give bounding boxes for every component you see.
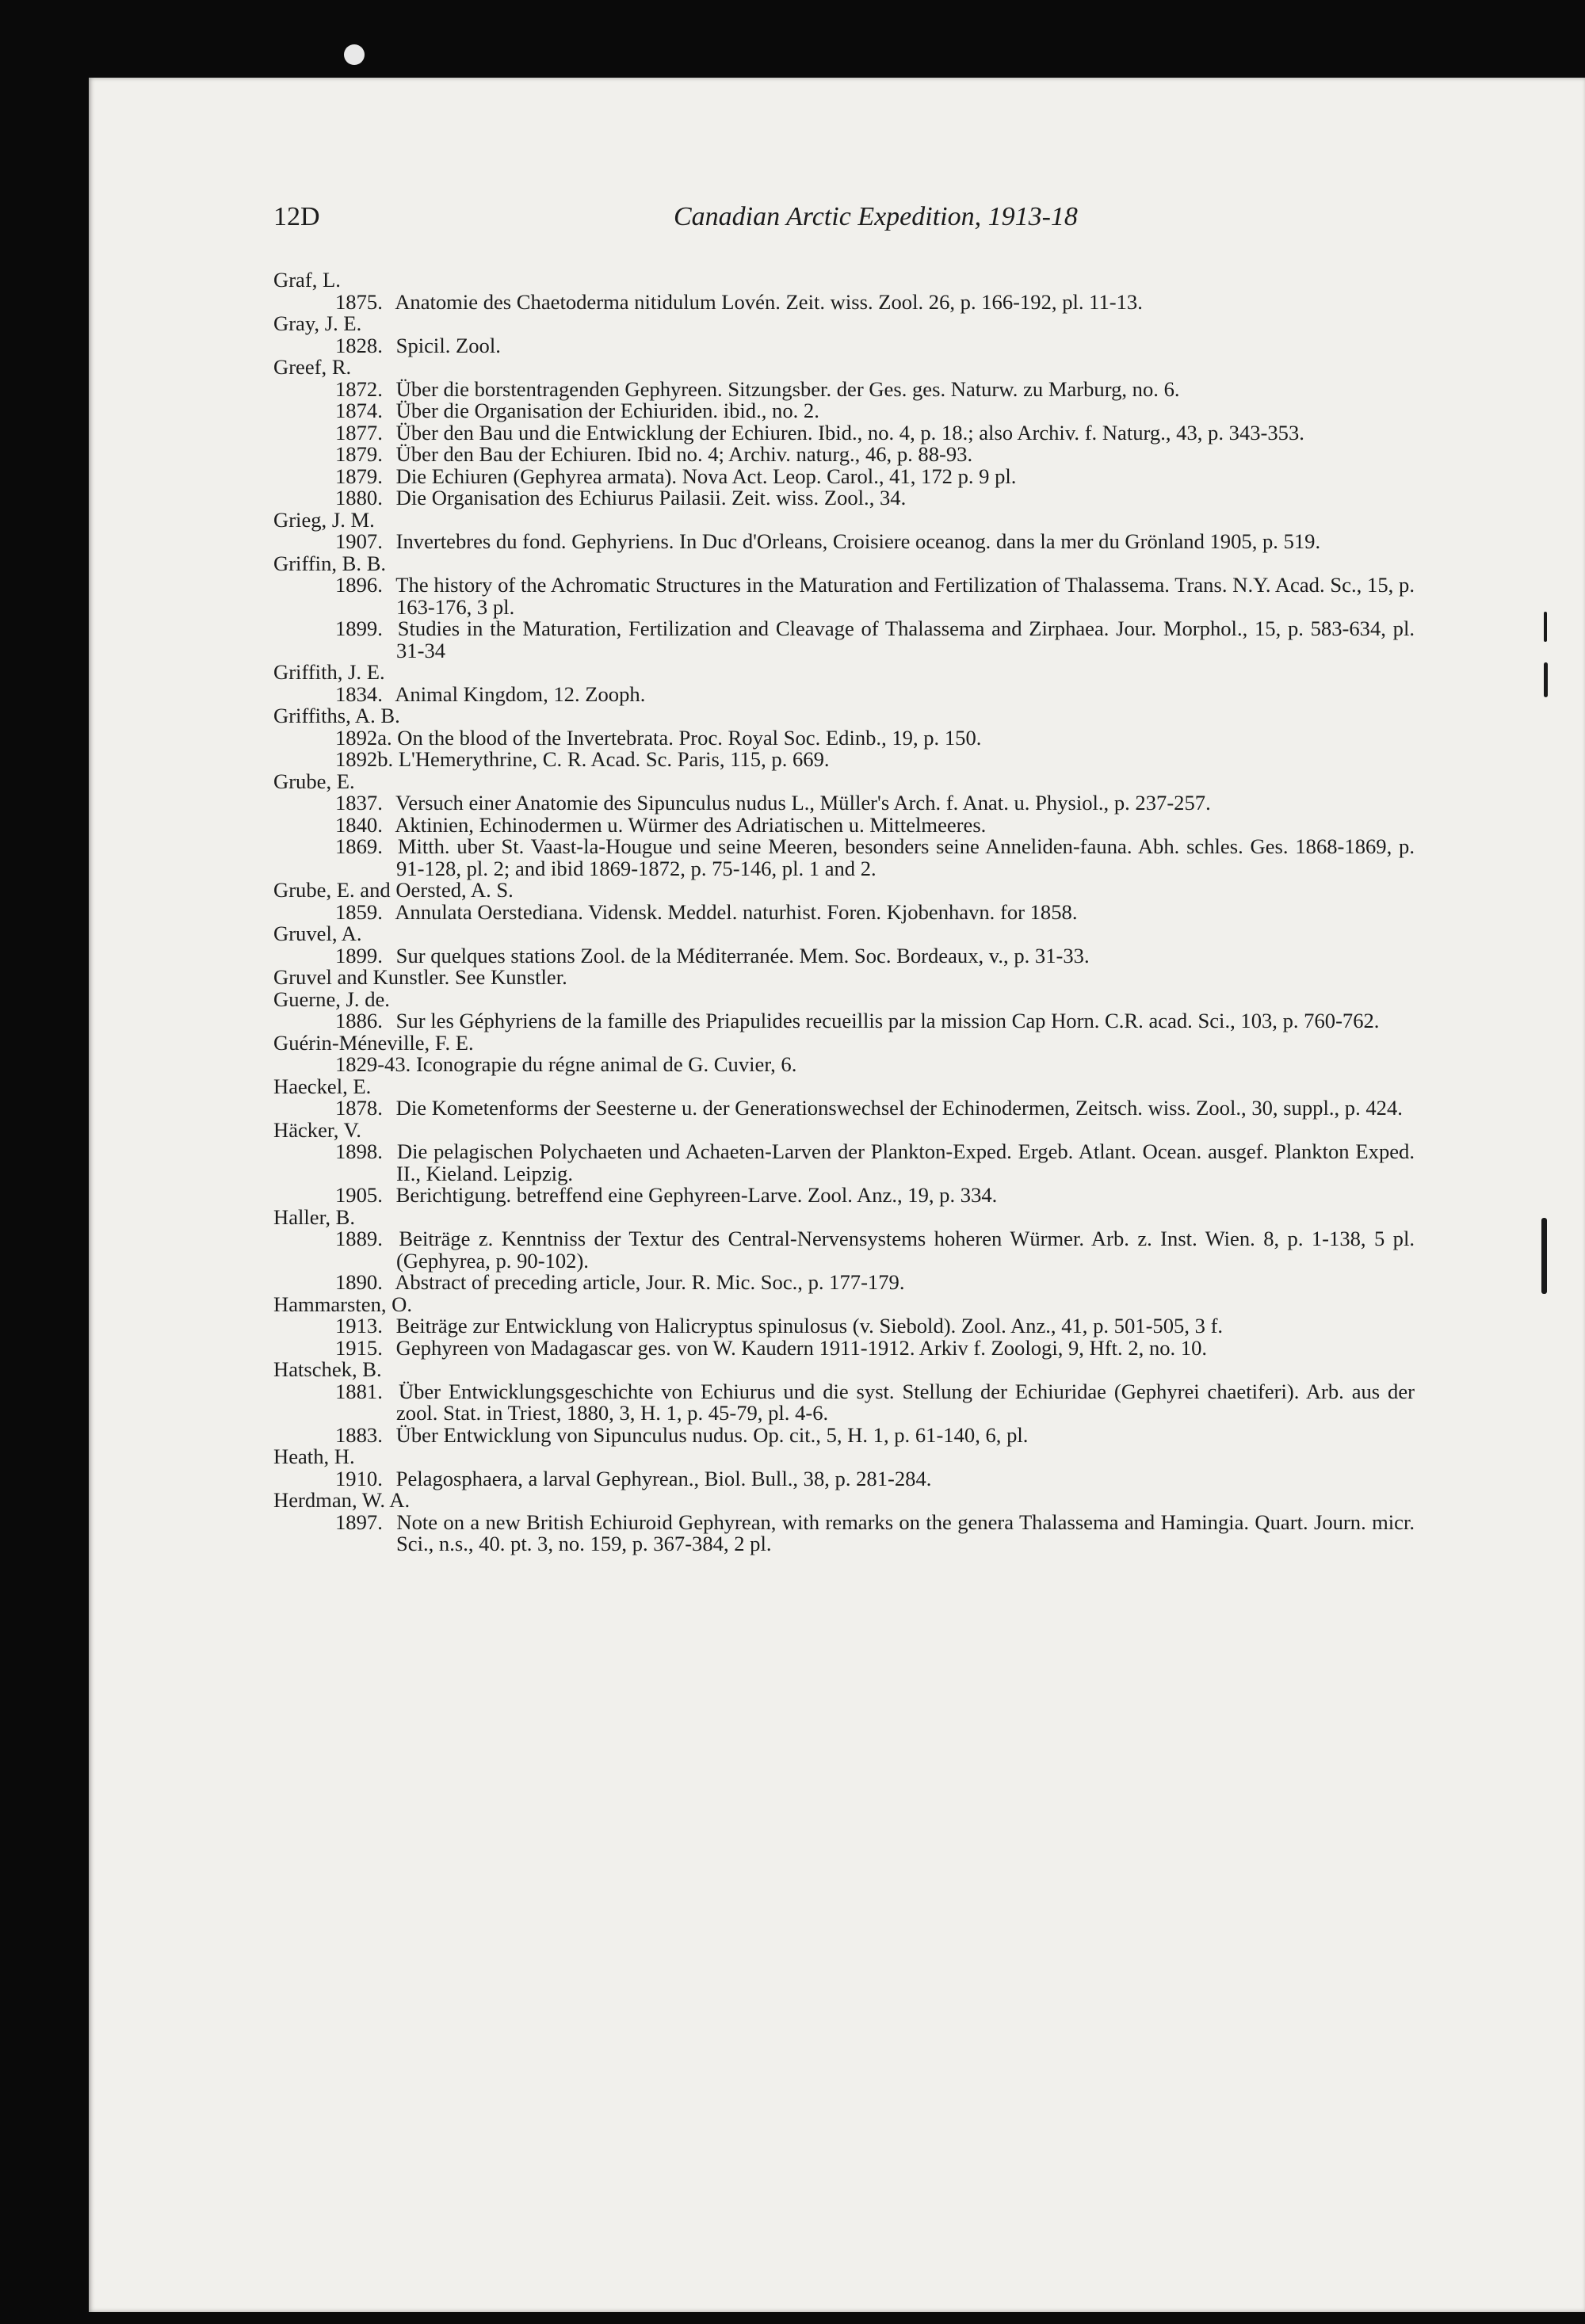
entry-citation: Die Organisation des Echiurus Pailasii. Zeit. wiss. Zool., 34. [395, 486, 907, 509]
author-name: Gray, J. E. [273, 311, 362, 335]
entry-citation: Abstract of preceding article, Jour. R. Mic. Soc., p. 177-179. [395, 1270, 905, 1294]
margin-mark [1541, 1218, 1547, 1294]
entry-year: 1869. [335, 834, 383, 858]
entry-citation: Über den Bau der Echiuren. Ibid no. 4; Archiv. naturg., 46, p. 88-93. [395, 442, 973, 466]
author-name: Grieg, J. M. [273, 507, 375, 532]
entry-citation: Note on a new British Echiuroid Gephyrean, with remarks on the genera Thalassema and Hamingia. Quart. Journ. micr. Sci., n.s., 40. pt. 3, no. 159, p. 367-384, 2 pl. [396, 1509, 1415, 1555]
bibliography-entry [273, 1185, 1415, 1207]
bibliography-entry [273, 836, 1415, 880]
author-name: Häcker, V. [273, 1117, 361, 1142]
entry-year: 1915. [335, 1335, 383, 1360]
author-name: Griffin, B. B. [273, 551, 387, 575]
entry-citation: L'Hemerythrine, C. R. Acad. Sc. Paris, 115, p. 669. [398, 747, 830, 771]
entry-citation: Versuch einer Anatomie des Sipunculus nudus L., Müller's Arch. f. Anat. u. Physiol., p. 237-257. [395, 791, 1211, 815]
author-name: Gruvel and Kunstler. See Kunstler. [273, 965, 567, 989]
bibliography-entry [273, 1272, 1415, 1294]
entry-citation: Berichtigung. betreffend eine Gephyreen-Larve. Zool. Anz., 19, p. 334. [395, 1183, 998, 1207]
entry-year: 1879. [335, 442, 383, 466]
author-name: Graf, L. [273, 268, 341, 292]
bibliography-entry [273, 422, 1415, 445]
entry-year: 1880. [335, 486, 383, 509]
entry-year: 1875. [335, 289, 383, 314]
entry-year: 1890. [335, 1270, 383, 1294]
entry-year: 1828. [335, 333, 383, 357]
entry-year: 1840. [335, 812, 383, 837]
entry-citation: Die Echiuren (Gephyrea armata). Nova Act. Leop. Carol., 41, 172 p. 9 pl. [395, 464, 1017, 488]
bibliography-entry [273, 727, 1415, 750]
bibliography-entry [273, 289, 1415, 314]
running-title: Canadian Arctic Expedition, 1913-18 [674, 202, 1078, 231]
entry-year: 1892b. [335, 747, 394, 771]
entry-year: 1899. [335, 616, 383, 640]
bibliography-entry [273, 1097, 1415, 1120]
entry-year: 1897. [335, 1509, 383, 1534]
entry-citation: Über den Bau und die Entwicklung der Echiuren. Ibid., no. 4, p. 18.; also Archiv. f. Naturg., 43, p. 343-353. [395, 420, 1304, 445]
bibliography [273, 269, 1415, 1555]
bibliography-entry [273, 466, 1415, 488]
author-name: Herdman, W. A. [273, 1488, 411, 1512]
entry-citation: On the blood of the Invertebrata. Proc. Royal Soc. Edinb., 19, p. 150. [397, 725, 982, 750]
bibliography-entry [273, 812, 1415, 837]
author-name: Haeckel, E. [273, 1074, 372, 1098]
author-name: Griffiths, A. B. [273, 704, 400, 727]
author-name: Hammarsten, O. [273, 1292, 413, 1316]
entry-year: 1877. [335, 420, 383, 445]
entry-year: 1889. [335, 1227, 383, 1250]
entry-year: 1829-43. [335, 1052, 411, 1076]
bibliography-entry [273, 1141, 1415, 1185]
author-name: Hatschek, B. [273, 1357, 382, 1381]
entry-citation: The history of the Achromatic Structures in the Maturation and Fertilization of Thalassema. Trans. N.Y. Acad. Sc., 15, p. 163-176, 3 pl. [395, 573, 1415, 619]
entry-year: 1879. [335, 464, 383, 488]
entry-citation: Spicil. Zool. [395, 333, 501, 357]
entry-citation: Animal Kingdom, 12. Zooph. [395, 681, 646, 706]
bibliography-entry [273, 376, 1415, 401]
entry-year: 1910. [335, 1466, 383, 1490]
bibliography-entry [273, 531, 1415, 553]
bibliography-entry [273, 1381, 1415, 1425]
author-name: Haller, B. [273, 1204, 356, 1229]
entry-citation: Mitth. uber St. Vaast-la-Hougue und seine Meeren, besonders seine Anneliden-fauna. Abh. schles. Ges. 1868-1869, p. 91-128, pl. 2; and ibid 1869-1872, p. 75-146, pl. 1 and 2. [396, 834, 1415, 880]
entry-citation: Die pelagischen Polychaeten und Achaeten-Larven der Plankton-Exped. Ergeb. Atlant. Ocean. ausgef. Plankton Exped. II., Kieland. Leipzig. [396, 1139, 1415, 1185]
page-header [182, 202, 1498, 242]
bibliography-entry [273, 400, 1415, 422]
bibliography-entry [273, 899, 1415, 924]
entry-year: 1874. [335, 399, 383, 422]
entry-citation: Invertebres du fond. Gephyriens. In Duc d'Orleans, Croisiere oceanog. dans la mer du Grönland 1905, p. 519. [395, 529, 1321, 553]
bibliography-entry [273, 1335, 1415, 1360]
entry-citation: Pelagosphaera, a larval Gephyrean., Biol. Bull., 38, p. 281-284. [395, 1466, 932, 1490]
entry-year: 1907. [335, 529, 383, 553]
entry-year: 1883. [335, 1422, 383, 1447]
bibliography-entry [273, 1228, 1415, 1272]
bibliography-entry [273, 1468, 1415, 1490]
entry-citation: Über Entwicklungsgeschichte von Echiurus und die syst. Stellung der Echiuridae (Gephyrei chaetiferi). Arb. aus der zool. Stat. in Triest, 1880, 3, H. 1, p. 45-79, pl. 4-6. [396, 1379, 1415, 1425]
entry-year: 1859. [335, 899, 383, 924]
bibliography-entry [273, 945, 1415, 967]
entry-citation: Sur quelques stations Zool. de la Méditerranée. Mem. Soc. Bordeaux, v., p. 31-33. [395, 943, 1090, 967]
entry-citation: Iconograpie du régne animal de G. Cuvier, 6. [415, 1052, 797, 1076]
bibliography-entry [273, 335, 1415, 357]
bibliography-entry [273, 574, 1415, 618]
bibliography-entry [273, 1509, 1415, 1555]
bibliography-entry [273, 1422, 1415, 1447]
entry-citation: Beiträge zur Entwicklung von Halicryptus spinulosus (v. Siebold). Zool. Anz., 41, p. 501-505, 3 f. [395, 1314, 1224, 1338]
entry-citation: Studies in the Maturation, Fertilization and Cleavage of Thalassema and Zirphaea. Jour. Morphol., 15, p. 583-634, pl. 31-34 [396, 616, 1415, 662]
bibliography-entry [273, 681, 1415, 706]
entry-citation: Sur les Géphyriens de la famille des Priapulides recueillis par la mission Cap Horn. C.R. acad. Sci., 103, p. 760-762. [395, 1009, 1380, 1032]
margin-mark [1544, 612, 1547, 642]
entry-citation: Über Entwicklung von Sipunculus nudus. Op. cit., 5, H. 1, p. 61-140, 6, pl. [395, 1422, 1029, 1447]
scan-speck [344, 44, 365, 65]
author-name: Gruvel, A. [273, 922, 362, 945]
bibliography-entry [273, 1054, 1415, 1076]
entry-year: 1892a. [335, 725, 392, 750]
bibliography-entry [273, 1315, 1415, 1338]
entry-year: 1872. [335, 376, 383, 401]
entry-year: 1837. [335, 791, 383, 815]
margin-mark [1544, 662, 1548, 697]
entry-year: 1881. [335, 1379, 383, 1403]
entry-citation: Gephyreen von Madagascar ges. von W. Kaudern 1911-1912. Arkiv f. Zoologi, 9, Hft. 2, no. 10. [395, 1335, 1208, 1360]
bibliography-entry [273, 444, 1415, 466]
entry-citation: Die Kometenforms der Seesterne u. der Generationswechsel der Echinodermen, Zeitsch. wiss. Zool., 30, suppl., p. 424. [395, 1096, 1403, 1120]
entry-citation: Aktinien, Echinodermen u. Würmer des Adriatischen u. Mittelmeeres. [395, 812, 987, 837]
entry-citation: Beiträge z. Kenntniss der Textur des Central-Nervensystems hoheren Würmer. Arb. z. Inst. Wien. 8, p. 1-138, 5 pl. (Gephyrea, p. 90-102). [396, 1227, 1415, 1273]
author-name: Greef, R. [273, 355, 352, 379]
entry-citation: Über die Organisation der Echiuriden. ibid., no. 2. [395, 399, 819, 422]
author-name: Guerne, J. de. [273, 986, 390, 1011]
bibliography-entry [273, 487, 1415, 509]
bibliography-entry [273, 618, 1415, 662]
entry-year: 1878. [335, 1096, 383, 1120]
entry-citation: Anatomie des Chaetoderma nitidulum Lovén. Zeit. wiss. Zool. 26, p. 166-192, pl. 11-13. [395, 289, 1143, 314]
entry-year: 1905. [335, 1183, 383, 1207]
author-name: Grube, E. [273, 769, 355, 793]
entry-citation: Annulata Oerstediana. Vidensk. Meddel. naturhist. Foren. Kjobenhavn. for 1858. [395, 899, 1078, 924]
page-number: 12D [273, 202, 320, 231]
entry-year: 1899. [335, 943, 383, 967]
entry-citation: Über die borstentragenden Gephyreen. Sitzungsber. der Ges. ges. Naturw. zu Marburg, no. 6. [395, 376, 1180, 401]
entry-year: 1886. [335, 1009, 383, 1032]
bibliography-entry [273, 749, 1415, 771]
author-name: Heath, H. [273, 1444, 355, 1468]
author-name: Guérin-Méneville, F. E. [273, 1030, 474, 1055]
author-name: Grube, E. and Oersted, A. S. [273, 878, 514, 902]
author-name: Griffith, J. E. [273, 660, 385, 684]
entry-year: 1896. [335, 573, 383, 597]
bibliography-entry [273, 1010, 1415, 1032]
entry-year: 1834. [335, 681, 383, 706]
entry-year: 1913. [335, 1314, 383, 1338]
entry-year: 1898. [335, 1139, 383, 1163]
bibliography-entry [273, 792, 1415, 815]
